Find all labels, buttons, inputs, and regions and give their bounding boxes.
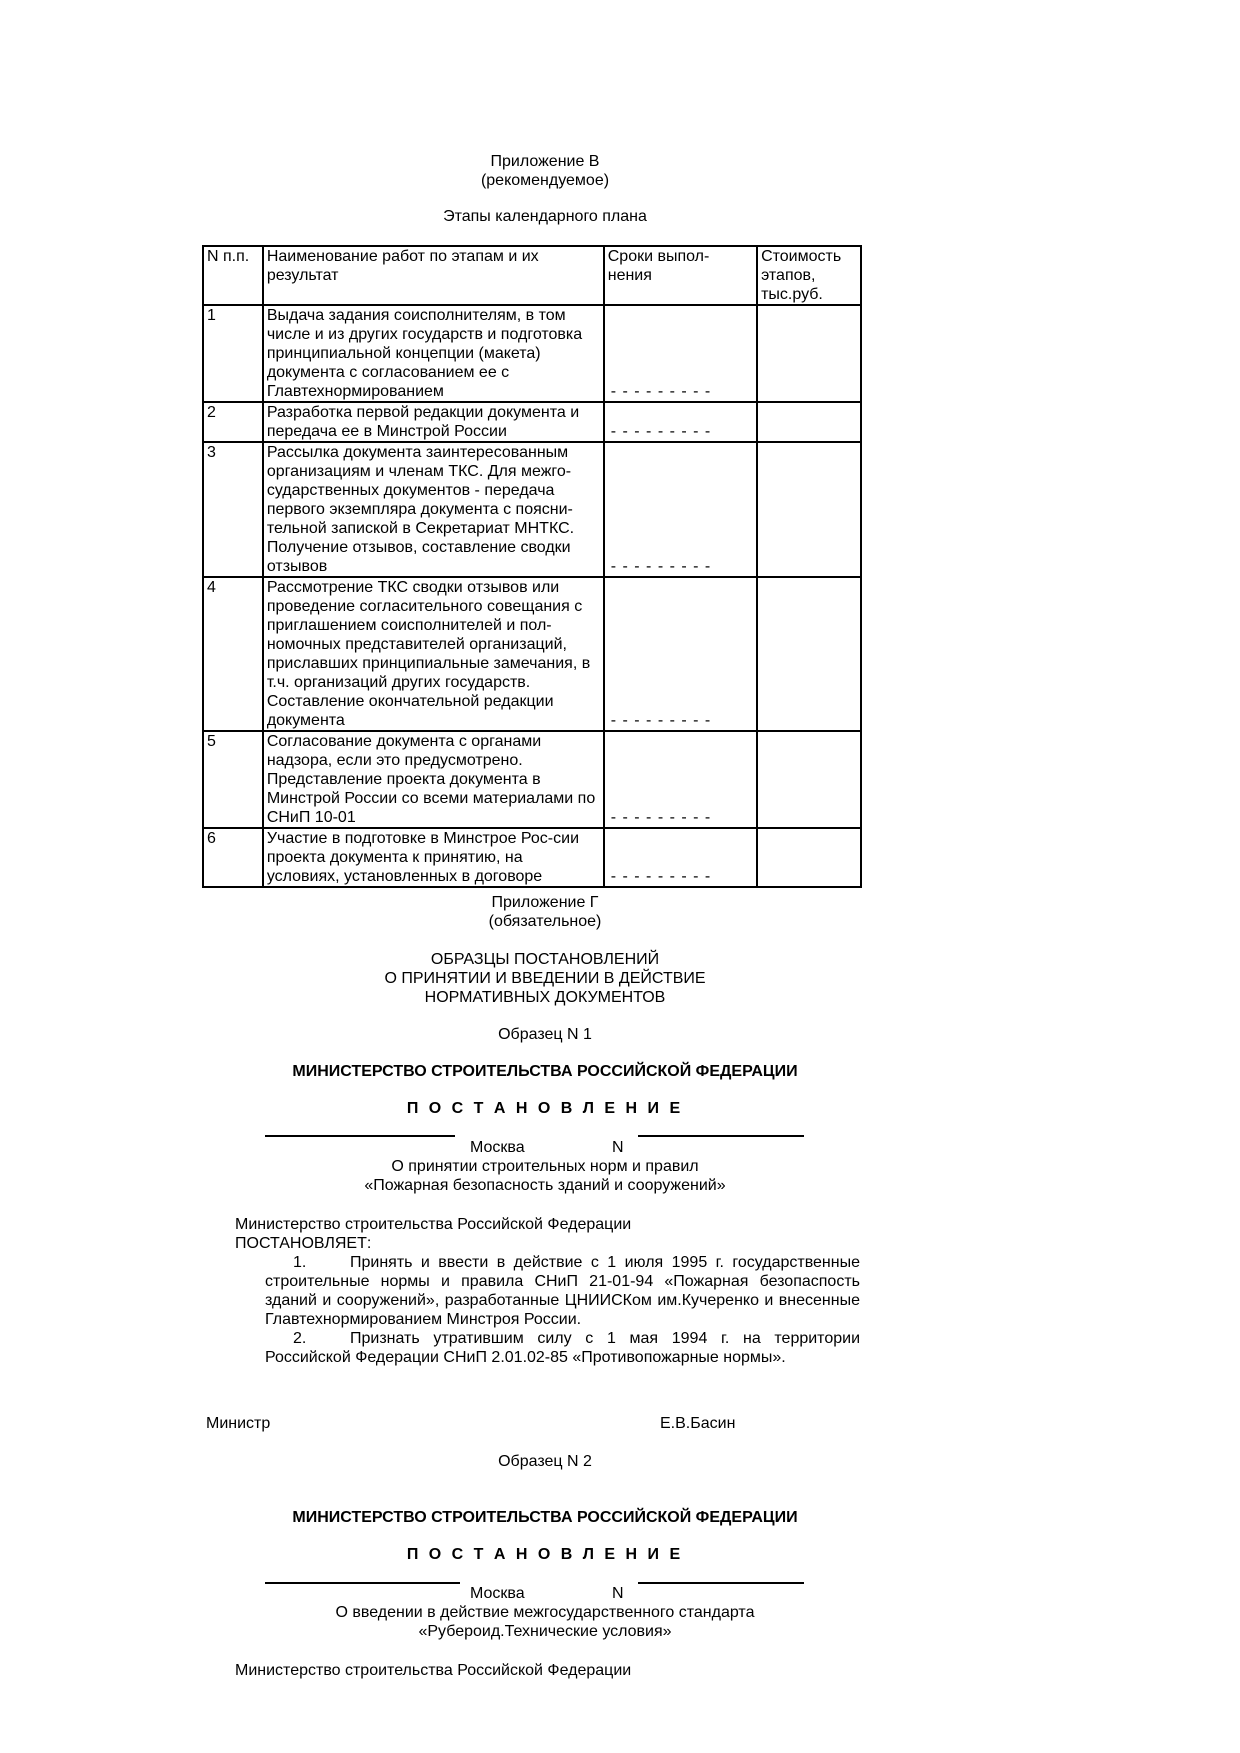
appendix-v-kind: (рекомендуемое) (480, 172, 610, 189)
sample1-item2-number: 2. (293, 1330, 307, 1347)
row-number: 4 (203, 577, 263, 731)
table-row (203, 442, 861, 577)
calendar-plan-table (202, 245, 862, 888)
header-terms: Сроки выпол-нения (604, 246, 757, 305)
sample2-ministry: МИНИСТЕРСТВО СТРОИТЕЛЬСТВА РОССИЙСКОЙ ФЕДЕРАЦИИ (292, 1509, 798, 1526)
row-number: 3 (203, 442, 263, 577)
sample2-number-label: N (612, 1585, 624, 1602)
term-dash: - - - - - - - - - (610, 383, 712, 400)
table-row (203, 577, 861, 731)
term-dash: - - - - - - - - - (610, 558, 712, 575)
term-dash: - - - - - - - - - (610, 712, 712, 729)
sample1-intro-ministry: Министерство строительства Российской Федерации (235, 1216, 632, 1233)
sample1-subject-line2: «Пожарная безопасность зданий и сооружений» (364, 1177, 726, 1194)
sample1-decree-title: П О С Т А Н О В Л Е Н И Е (406, 1100, 684, 1117)
sample1-item1-rest: строительные нормы и правила СНиП 21-01-94 «Пожарная безопаспость зданий и сооружений», разработанные ЦНИИСКом им.Кучеренко и внесенные Главтехнормированием Минстроя России. (265, 1273, 860, 1328)
sample1-item2-rest: Российской Федерации СНиП 2.01.02-85 «Противопожарные нормы». (265, 1349, 786, 1366)
term-dash: - - - - - - - - - (610, 423, 712, 440)
sample2-subject-line1: О введении в действие межгосударственного стандарта (335, 1604, 755, 1621)
cost-cell (757, 305, 861, 402)
sample2-subject-line2: «Рубероид.Технические условия» (418, 1623, 672, 1640)
sample1-item1-number: 1. (293, 1254, 307, 1271)
sample2-label: Образец N 2 (498, 1453, 592, 1470)
table-row (203, 402, 861, 442)
sample1-subject-line1: О принятии строительных норм и правил (391, 1158, 699, 1175)
sample1-city: Москва (470, 1139, 525, 1156)
cost-cell (757, 402, 861, 442)
sample1-date-line (265, 1134, 455, 1137)
row-number: 6 (203, 828, 263, 887)
term-dash: - - - - - - - - - (610, 868, 712, 885)
header-number: N п.п. (203, 246, 263, 305)
calendar-plan-heading: Этапы календарного плана (443, 208, 647, 225)
table-row (203, 305, 861, 402)
row-work-text: Рассмотрение ТКС сводки отзывов или проведение согласительного совещания с приглашением соисполнителей и пол-номочных представителей организаций, приславших принципиальные замечания, в т.ч. организаций других государств. Составление окончательной редакции документа (263, 577, 604, 731)
sample1-ministry: МИНИСТЕРСТВО СТРОИТЕЛЬСТВА РОССИЙСКОЙ ФЕДЕРАЦИИ (292, 1063, 798, 1080)
term-dash: - - - - - - - - - (610, 809, 712, 826)
table-row (203, 731, 861, 828)
sample2-intro-ministry: Министерство строительства Российской Федерации (235, 1662, 632, 1679)
row-number: 1 (203, 305, 263, 402)
samples-heading-line3: НОРМАТИВНЫХ ДОКУМЕНТОВ (424, 989, 666, 1006)
sample2-city: Москва (470, 1585, 525, 1602)
sample2-date-line (265, 1581, 460, 1584)
row-work-text: Участие в подготовке в Минстрое Рос-сии проекта документа к принятию, на условиях, установленных в договоре (263, 828, 604, 887)
appendix-g-kind: (обязательное) (488, 913, 602, 930)
table-header-row (203, 246, 861, 305)
row-work-text: Разработка первой редакции документа и передача ее в Минстрой России (263, 402, 604, 442)
sample1-item2-first-line: Признать утратившим силу с 1 мая 1994 г. на территории (350, 1330, 860, 1347)
row-number: 2 (203, 402, 263, 442)
cost-cell (757, 731, 861, 828)
sample2-number-line (638, 1581, 804, 1584)
samples-heading-line1: ОБРАЗЦЫ ПОСТАНОВЛЕНИЙ (430, 951, 660, 968)
appendix-v-title: Приложение В (490, 153, 600, 170)
minister-title: Министр (206, 1415, 271, 1432)
table-row (203, 828, 861, 887)
row-number: 5 (203, 731, 263, 828)
cost-cell (757, 442, 861, 577)
cost-cell (757, 828, 861, 887)
samples-heading-line2: О ПРИНЯТИИ И ВВЕДЕНИИ В ДЕЙСТВИЕ (384, 970, 706, 987)
cost-cell (757, 577, 861, 731)
sample1-decrees: ПОСТАНОВЛЯЕТ: (235, 1235, 372, 1252)
sample1-number-label: N (612, 1139, 624, 1156)
sample1-item1-first-line: Принять и ввести в действие с 1 июля 1995 г. государственные (350, 1254, 860, 1271)
appendix-g-title: Приложение Г (491, 894, 599, 911)
row-work-text: Рассылка документа заинтересованным организациям и членам ТКС. Для межго-сударственных документов - передача первого экземпляра документа с поясни-тельной запиской в Секретариат МНТКС. Получение отзывов, составление сводки отзывов (263, 442, 604, 577)
minister-name: Е.В.Басин (660, 1415, 736, 1432)
sample1-number-line (638, 1134, 804, 1137)
row-work-text: Согласование документа с органами надзора, если это предусмотрено. Представление проекта документа в Минстрой России со всеми материалами по СНиП 10-01 (263, 731, 604, 828)
header-cost: Стоимость этапов, тыс.руб. (757, 246, 861, 305)
sample2-decree-title: П О С Т А Н О В Л Е Н И Е (406, 1546, 684, 1563)
sample1-label: Образец N 1 (498, 1026, 592, 1043)
header-work-name: Наименование работ по этапам и их результат (263, 246, 604, 305)
row-work-text: Выдача задания соисполнителям, в том числе и из других государств и подготовка принципиальной концепции (макета) документа с согласованием ее с Главтехнормированием (263, 305, 604, 402)
